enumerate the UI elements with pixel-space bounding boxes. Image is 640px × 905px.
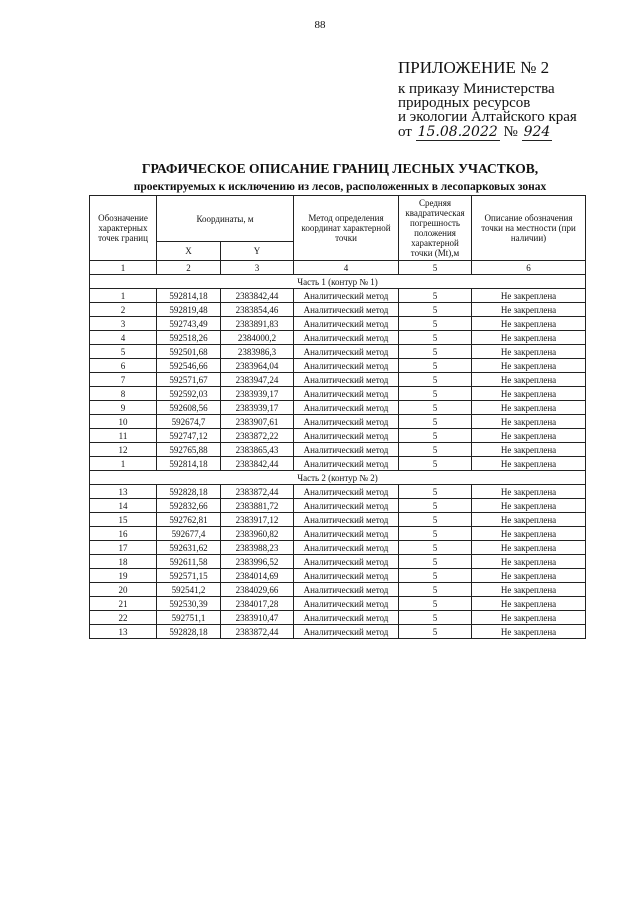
description-cell: Не закреплена xyxy=(472,457,586,471)
description-cell: Не закреплена xyxy=(472,331,586,345)
x-cell: 592747,12 xyxy=(157,429,221,443)
description-cell: Не закреплена xyxy=(472,415,586,429)
point-cell: 2 xyxy=(90,303,157,317)
point-cell: 11 xyxy=(90,429,157,443)
table-row xyxy=(90,317,586,331)
coordinates-table xyxy=(89,195,586,639)
error-cell: 5 xyxy=(399,289,472,303)
error-cell: 5 xyxy=(399,373,472,387)
header-point: Обозначение характерных точек границ xyxy=(90,196,157,261)
method-cell: Аналитический метод xyxy=(294,527,399,541)
handwritten-date: 15.08.2022 xyxy=(417,124,498,140)
x-cell: 592631,62 xyxy=(157,541,221,555)
part-row xyxy=(90,275,586,289)
x-cell: 592608,56 xyxy=(157,401,221,415)
y-cell: 2383988,23 xyxy=(221,541,294,555)
description-cell: Не закреплена xyxy=(472,569,586,583)
method-cell: Аналитический метод xyxy=(294,443,399,457)
description-cell: Не закреплена xyxy=(472,387,586,401)
point-cell: 6 xyxy=(90,359,157,373)
y-cell: 2383872,22 xyxy=(221,429,294,443)
table-row xyxy=(90,597,586,611)
point-cell: 10 xyxy=(90,415,157,429)
method-cell: Аналитический метод xyxy=(294,317,399,331)
error-cell: 5 xyxy=(399,625,472,639)
header-error: Средняя квадратическая погрешность положения характерной точки (Mt),м xyxy=(399,196,472,261)
table-row xyxy=(90,303,586,317)
point-cell: 18 xyxy=(90,555,157,569)
point-cell: 4 xyxy=(90,331,157,345)
method-cell: Аналитический метод xyxy=(294,555,399,569)
table-row xyxy=(90,513,586,527)
from-label: от xyxy=(398,124,412,140)
table-row xyxy=(90,569,586,583)
method-cell: Аналитический метод xyxy=(294,499,399,513)
x-cell: 592828,18 xyxy=(157,485,221,499)
handwritten-number: 924 xyxy=(523,124,551,140)
x-cell: 592541,2 xyxy=(157,583,221,597)
x-cell: 592571,15 xyxy=(157,569,221,583)
y-cell: 2383917,12 xyxy=(221,513,294,527)
number-label: № xyxy=(503,124,518,140)
point-cell: 22 xyxy=(90,611,157,625)
document-subtitle: проектируемых к исключению из лесов, расположенных в лесопарковых зонах xyxy=(133,181,547,193)
table-row xyxy=(90,555,586,569)
y-cell: 2383872,44 xyxy=(221,625,294,639)
y-cell: 2383907,61 xyxy=(221,415,294,429)
method-cell: Аналитический метод xyxy=(294,611,399,625)
document-title: ГРАФИЧЕСКОЕ ОПИСАНИЕ ГРАНИЦ ЛЕСНЫХ УЧАСТКОВ, xyxy=(141,161,539,176)
table-row xyxy=(90,611,586,625)
point-cell: 1 xyxy=(90,457,157,471)
description-cell: Не закреплена xyxy=(472,401,586,415)
y-cell: 2383996,52 xyxy=(221,555,294,569)
method-cell: Аналитический метод xyxy=(294,331,399,345)
x-cell: 592743,49 xyxy=(157,317,221,331)
appendix-line-3: и экологии Алтайского края xyxy=(398,109,577,125)
point-cell: 1 xyxy=(90,289,157,303)
table-row xyxy=(90,373,586,387)
method-cell: Аналитический метод xyxy=(294,303,399,317)
y-cell: 2383854,46 xyxy=(221,303,294,317)
y-cell: 2383986,3 xyxy=(221,345,294,359)
description-cell: Не закреплена xyxy=(472,373,586,387)
description-cell: Не закреплена xyxy=(472,345,586,359)
y-cell: 2383865,43 xyxy=(221,443,294,457)
method-cell: Аналитический метод xyxy=(294,401,399,415)
error-cell: 5 xyxy=(399,541,472,555)
table-row xyxy=(90,527,586,541)
point-cell: 12 xyxy=(90,443,157,457)
error-cell: 5 xyxy=(399,527,472,541)
point-cell: 16 xyxy=(90,527,157,541)
table-row xyxy=(90,583,586,597)
x-cell: 592592,03 xyxy=(157,387,221,401)
error-cell: 5 xyxy=(399,611,472,625)
method-cell: Аналитический метод xyxy=(294,569,399,583)
table-row xyxy=(90,401,586,415)
method-cell: Аналитический метод xyxy=(294,485,399,499)
error-cell: 5 xyxy=(399,401,472,415)
x-cell: 592546,66 xyxy=(157,359,221,373)
table-row xyxy=(90,499,586,513)
description-cell: Не закреплена xyxy=(472,527,586,541)
y-cell: 2384029,66 xyxy=(221,583,294,597)
x-cell: 592530,39 xyxy=(157,597,221,611)
table-row xyxy=(90,443,586,457)
table-row xyxy=(90,345,586,359)
appendix-line-1: к приказу Министерства xyxy=(398,81,555,97)
method-cell: Аналитический метод xyxy=(294,415,399,429)
x-cell: 592814,18 xyxy=(157,289,221,303)
y-cell: 2383842,44 xyxy=(221,457,294,471)
method-cell: Аналитический метод xyxy=(294,429,399,443)
x-cell: 592571,67 xyxy=(157,373,221,387)
method-cell: Аналитический метод xyxy=(294,387,399,401)
error-cell: 5 xyxy=(399,583,472,597)
column-number: 5 xyxy=(399,261,472,275)
table-row xyxy=(90,331,586,345)
error-cell: 5 xyxy=(399,317,472,331)
y-cell: 2384017,28 xyxy=(221,597,294,611)
point-cell: 21 xyxy=(90,597,157,611)
page-number: 88 xyxy=(314,19,326,31)
description-cell: Не закреплена xyxy=(472,541,586,555)
column-number: 3 xyxy=(221,261,294,275)
y-cell: 2383910,47 xyxy=(221,611,294,625)
x-cell: 592762,81 xyxy=(157,513,221,527)
table-row xyxy=(90,541,586,555)
point-cell: 19 xyxy=(90,569,157,583)
table-row xyxy=(90,387,586,401)
x-cell: 592828,18 xyxy=(157,625,221,639)
x-cell: 592674,7 xyxy=(157,415,221,429)
error-cell: 5 xyxy=(399,499,472,513)
x-cell: 592819,48 xyxy=(157,303,221,317)
error-cell: 5 xyxy=(399,443,472,457)
description-cell: Не закреплена xyxy=(472,611,586,625)
table-row xyxy=(90,415,586,429)
description-cell: Не закреплена xyxy=(472,289,586,303)
method-cell: Аналитический метод xyxy=(294,541,399,555)
method-cell: Аналитический метод xyxy=(294,345,399,359)
point-cell: 3 xyxy=(90,317,157,331)
table-row xyxy=(90,625,586,639)
x-cell: 592518,26 xyxy=(157,331,221,345)
description-cell: Не закреплена xyxy=(472,597,586,611)
method-cell: Аналитический метод xyxy=(294,373,399,387)
error-cell: 5 xyxy=(399,359,472,373)
error-cell: 5 xyxy=(399,597,472,611)
point-cell: 13 xyxy=(90,625,157,639)
table-row xyxy=(90,457,586,471)
method-cell: Аналитический метод xyxy=(294,625,399,639)
point-cell: 5 xyxy=(90,345,157,359)
point-cell: 13 xyxy=(90,485,157,499)
part-label: Часть 1 (контур № 1) xyxy=(90,275,586,289)
y-cell: 2383947,24 xyxy=(221,373,294,387)
description-cell: Не закреплена xyxy=(472,485,586,499)
description-cell: Не закреплена xyxy=(472,625,586,639)
point-cell: 8 xyxy=(90,387,157,401)
x-cell: 592677,4 xyxy=(157,527,221,541)
table-row xyxy=(90,359,586,373)
description-cell: Не закреплена xyxy=(472,303,586,317)
header-y: Y xyxy=(221,242,294,261)
error-cell: 5 xyxy=(399,555,472,569)
x-cell: 592814,18 xyxy=(157,457,221,471)
description-cell: Не закреплена xyxy=(472,443,586,457)
point-cell: 20 xyxy=(90,583,157,597)
column-number: 4 xyxy=(294,261,399,275)
error-cell: 5 xyxy=(399,303,472,317)
header-description: Описание обозначения точки на местности (при наличии) xyxy=(472,196,586,261)
column-number: 1 xyxy=(90,261,157,275)
x-cell: 592832,66 xyxy=(157,499,221,513)
header-method: Метод определения координат характерной точки xyxy=(294,196,399,261)
y-cell: 2384000,2 xyxy=(221,331,294,345)
table-row xyxy=(90,429,586,443)
column-number: 6 xyxy=(472,261,586,275)
y-cell: 2383960,82 xyxy=(221,527,294,541)
method-cell: Аналитический метод xyxy=(294,289,399,303)
point-cell: 9 xyxy=(90,401,157,415)
header-coords: Координаты, м xyxy=(157,196,294,242)
error-cell: 5 xyxy=(399,429,472,443)
part-label: Часть 2 (контур № 2) xyxy=(90,471,586,485)
appendix-line-2: природных ресурсов xyxy=(398,95,531,111)
y-cell: 2383939,17 xyxy=(221,387,294,401)
appendix-title: ПРИЛОЖЕНИЕ № 2 xyxy=(398,58,550,77)
x-cell: 592501,68 xyxy=(157,345,221,359)
error-cell: 5 xyxy=(399,345,472,359)
description-cell: Не закреплена xyxy=(472,583,586,597)
method-cell: Аналитический метод xyxy=(294,597,399,611)
table-row xyxy=(90,289,586,303)
description-cell: Не закреплена xyxy=(472,499,586,513)
point-cell: 7 xyxy=(90,373,157,387)
description-cell: Не закреплена xyxy=(472,555,586,569)
method-cell: Аналитический метод xyxy=(294,513,399,527)
point-cell: 15 xyxy=(90,513,157,527)
y-cell: 2383891,83 xyxy=(221,317,294,331)
description-cell: Не закреплена xyxy=(472,317,586,331)
error-cell: 5 xyxy=(399,331,472,345)
description-cell: Не закреплена xyxy=(472,359,586,373)
part-row xyxy=(90,471,586,485)
error-cell: 5 xyxy=(399,415,472,429)
error-cell: 5 xyxy=(399,513,472,527)
x-cell: 592751,1 xyxy=(157,611,221,625)
point-cell: 14 xyxy=(90,499,157,513)
y-cell: 2383842,44 xyxy=(221,289,294,303)
point-cell: 17 xyxy=(90,541,157,555)
error-cell: 5 xyxy=(399,485,472,499)
description-cell: Не закреплена xyxy=(472,513,586,527)
column-number: 2 xyxy=(157,261,221,275)
method-cell: Аналитический метод xyxy=(294,583,399,597)
y-cell: 2383881,72 xyxy=(221,499,294,513)
header-x: X xyxy=(157,242,221,261)
x-cell: 592765,88 xyxy=(157,443,221,457)
y-cell: 2383939,17 xyxy=(221,401,294,415)
method-cell: Аналитический метод xyxy=(294,359,399,373)
y-cell: 2383964,04 xyxy=(221,359,294,373)
appendix-block xyxy=(398,58,628,141)
method-cell: Аналитический метод xyxy=(294,457,399,471)
error-cell: 5 xyxy=(399,569,472,583)
table-row xyxy=(90,485,586,499)
x-cell: 592611,58 xyxy=(157,555,221,569)
error-cell: 5 xyxy=(399,457,472,471)
error-cell: 5 xyxy=(399,387,472,401)
description-cell: Не закреплена xyxy=(472,429,586,443)
y-cell: 2384014,69 xyxy=(221,569,294,583)
appendix-date-row xyxy=(398,124,628,141)
y-cell: 2383872,44 xyxy=(221,485,294,499)
